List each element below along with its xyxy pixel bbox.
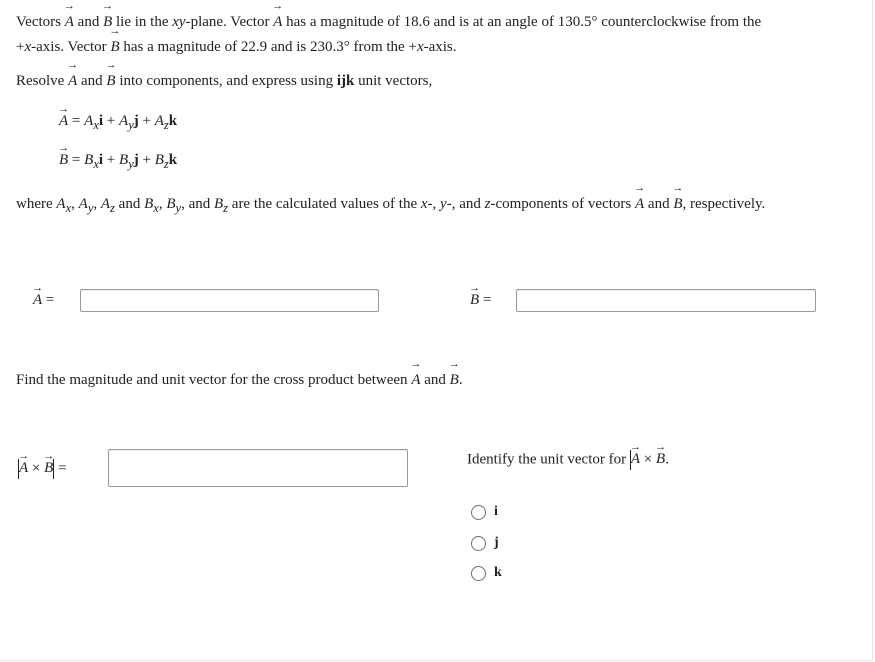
problem-statement-line1: Vectors → A and → B lie in the xy-plane. Vector → A has a magnitude of 18.6 and is at an angle of 130.5° counterclockwise from the [16, 10, 761, 35]
problem-statement-line2: +x-axis. Vector → B has a magnitude of 22.9 and is 230.3° from the +x-axis. [16, 35, 457, 60]
vector-b-input[interactable] [516, 289, 816, 312]
vector-b-label: → B = [470, 292, 491, 309]
radio-button[interactable] [471, 536, 486, 551]
unit-option-k[interactable]: k [471, 565, 502, 581]
unit-vector-prompt: Identify the unit vector for → A × → B. [467, 450, 669, 470]
equation-b: → $B = B_xi + B_yj + B_zk$ [59, 152, 177, 172]
equation-a: → $A = A_xi + A_yj + A_zk$ [59, 113, 177, 133]
radio-button[interactable] [471, 505, 486, 520]
cross-magnitude-label: → A × → B = [18, 459, 67, 479]
unit-option-i[interactable]: i [471, 504, 498, 520]
vector-a-label: → A = [33, 292, 54, 309]
where-explanation: where $A_x$, $A_y$, $A_z$ and $B_x$, $B_y$, and $B_z$ are the calculated values of the x-, y-, and z-components of vectors → A and → B, respectively. [16, 192, 765, 221]
resolve-instruction: Resolve → A and → B into components, and express using ijk unit vectors, [16, 69, 432, 94]
cross-product-instruction: Find the magnitude and unit vector for the cross product between → A and → B. [16, 368, 463, 393]
radio-button[interactable] [471, 566, 486, 581]
cross-magnitude-input[interactable] [108, 449, 408, 487]
unit-option-j[interactable]: j [471, 535, 499, 551]
vector-a-input[interactable] [80, 289, 379, 312]
